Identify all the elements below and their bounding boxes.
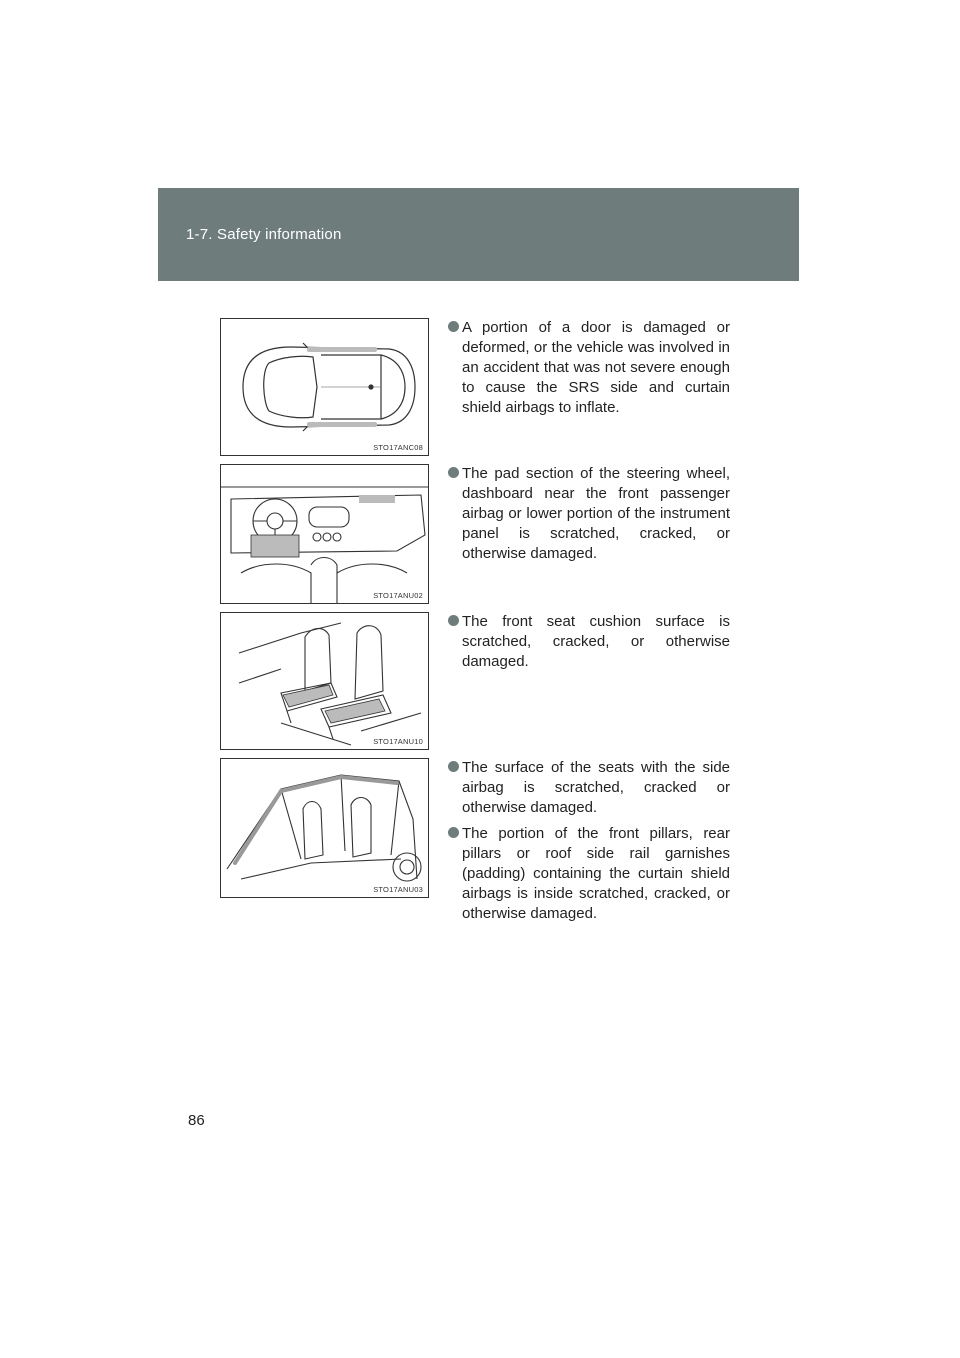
figure-code: STO17ANU02 — [373, 591, 423, 600]
list-item-door-damage — [448, 318, 730, 418]
list-item-text: The front seat cushion surface is scratched, cracked, or otherwise damaged. — [462, 613, 730, 670]
front-seats-illustration — [221, 613, 428, 749]
bullet-icon — [448, 615, 459, 626]
bullet-icon — [448, 827, 459, 838]
bullet-icon — [448, 321, 459, 332]
figure-code: STO17ANC08 — [373, 443, 423, 452]
list-item-seat-surface — [448, 758, 730, 818]
dashboard-illustration — [221, 465, 428, 603]
figure-code: STO17ANU10 — [373, 737, 423, 746]
list-item-text: The portion of the front pillars, rear pillars or roof side rail garnishes (padding) containing the curtain shield airbags is inside scratched, cracked, or otherwise damaged. — [462, 825, 730, 922]
bullet-icon — [448, 761, 459, 772]
bullet-icon — [448, 467, 459, 478]
section-title: 1-7. Safety information — [186, 226, 342, 243]
list-item-steering-dashboard — [448, 464, 730, 564]
figure-dashboard-view — [220, 464, 429, 604]
list-item-text: A portion of a door is damaged or deformed, or the vehicle was involved in an accident that was not severe enough to cause the SRS side and curtain shield airbags to inflate. — [462, 319, 730, 416]
list-item-text: The surface of the seats with the side airbag is scratched, cracked or otherwise damaged. — [462, 759, 730, 816]
section-header — [158, 188, 799, 281]
list-item-text: The pad section of the steering wheel, dashboard near the front passenger airbag or lower portion of the instrument panel is scratched, cracked, or otherwise damaged. — [462, 465, 730, 562]
list-item-pillars — [448, 824, 730, 924]
cabin-pillars-illustration — [221, 759, 428, 897]
car-top-view-illustration — [221, 319, 428, 455]
figure-car-top-view — [220, 318, 429, 456]
list-item-seat-cushion — [448, 612, 730, 672]
figure-code: STO17ANU03 — [373, 885, 423, 894]
figure-front-seats-view — [220, 612, 429, 750]
page-number: 86 — [188, 1112, 205, 1129]
figure-cabin-pillars-view — [220, 758, 429, 898]
